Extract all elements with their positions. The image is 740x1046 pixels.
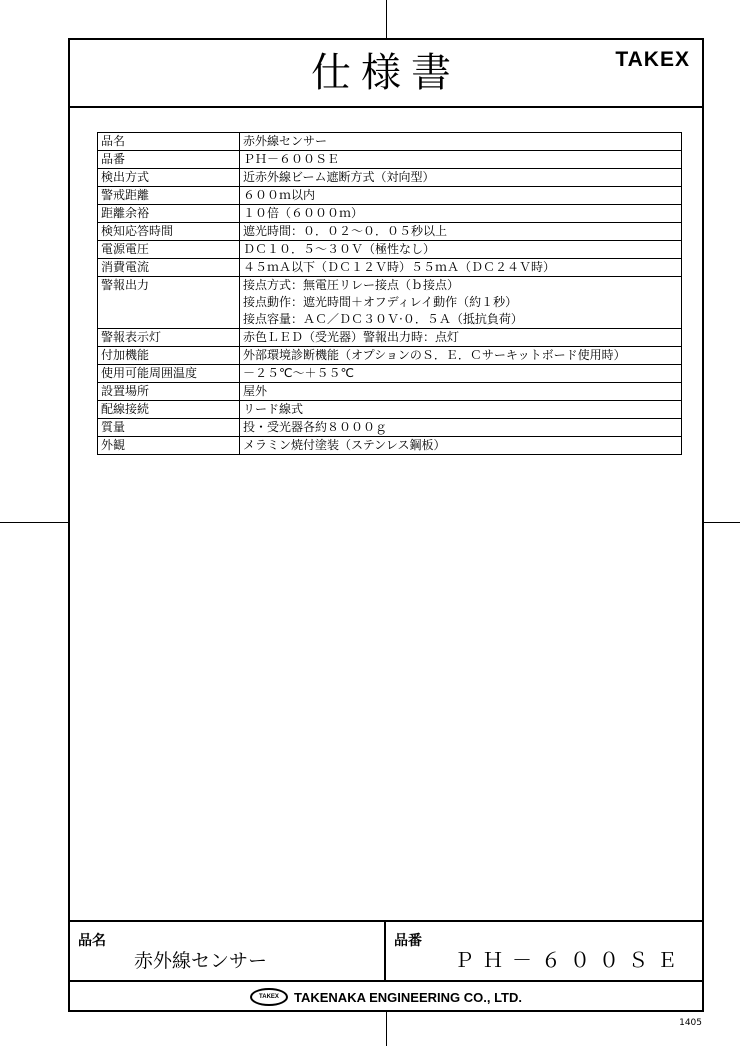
spec-label: 検知応答時間 [98,223,240,241]
spec-label: 配線接続 [98,401,240,419]
crop-mark-bottom [386,1012,387,1046]
spec-value-line: 屋外 [243,384,268,398]
spec-value-line: 赤色ＬＥＤ（受光器）警報出力時：点灯 [243,330,460,344]
spec-label: 警戒距離 [98,187,240,205]
spec-row [98,151,682,169]
spec-value-line: リード線式 [243,402,304,416]
footer-code-value: ＰＨ－６００ＳＥ [454,948,686,972]
spec-label: 使用可能周囲温度 [98,365,240,383]
spec-value [240,401,682,419]
company-name: TAKENAKA ENGINEERING CO., LTD. [294,989,522,1005]
spec-value [240,223,682,241]
spec-value-line: 遮光時間：０．０２～０．０５秒以上 [243,224,448,238]
spec-value-line: 接点容量：ＡＣ／ＤＣ３０Ｖ·０．５Ａ（抵抗負荷） [243,312,523,326]
footer-product-box [70,920,702,982]
spec-value-line: ６００ｍ以内 [243,188,316,202]
spec-value-line: メラミン焼付塗装（ステンレス鋼板） [243,438,446,452]
footer-name-cell [70,922,386,980]
spec-value [240,259,682,277]
spec-label: 設置場所 [98,383,240,401]
spec-label: 警報出力 [98,277,240,329]
spec-value [240,365,682,383]
spec-row [98,437,682,455]
crop-mark-top [386,0,387,38]
spec-value-line: 投・受光器各約８０００ｇ [243,420,388,434]
document-title: 仕様書 [311,50,461,96]
spec-label: 検出方式 [98,169,240,187]
brand-logo: TAKEX [615,48,690,71]
spec-value [240,419,682,437]
spec-value-line: －２５℃～＋５５℃ [243,366,354,380]
spec-value-line: 接点方式：無電圧リレー接点（ｂ接点） [243,278,460,292]
spec-value [240,133,682,151]
document-number: 1405 [679,1018,702,1028]
spec-row [98,419,682,437]
document-frame [68,38,704,1012]
spec-label: 質量 [98,419,240,437]
spec-value [240,241,682,259]
spec-value [240,187,682,205]
spec-value-line: 外部環境診断機能（オプションのＳ．Ｅ．Ｃサーキットボード使用時） [243,348,626,362]
spec-label: 消費電流 [98,259,240,277]
spec-value-line: 接点動作：遮光時間＋オフディレイ動作（約１秒） [243,295,518,309]
spec-value [240,383,682,401]
spec-value [240,437,682,455]
crop-mark-left [0,522,68,523]
spec-value-line: ４５ｍＡ以下（ＤＣ１２Ｖ時）５５ｍＡ（ＤＣ２４Ｖ時） [243,260,556,274]
spec-row [98,365,682,383]
company-logo: TAKEX [250,988,288,1006]
spec-value [240,329,682,347]
spec-value [240,205,682,223]
footer-name-caption: 品名 [78,933,106,949]
spec-label: 電源電圧 [98,241,240,259]
company-block [70,982,702,1012]
footer-code-caption: 品番 [394,933,422,949]
spec-row [98,169,682,187]
spec-label: 付加機能 [98,347,240,365]
spec-label: 警報表示灯 [98,329,240,347]
spec-row [98,401,682,419]
spec-value-line: ＰＨ－６００ＳＥ [243,152,340,166]
spec-row [98,187,682,205]
header [70,40,702,108]
spec-value [240,277,682,329]
spec-label: 外観 [98,437,240,455]
spec-label: 距離余裕 [98,205,240,223]
spec-value-line: 赤外線センサー [243,134,328,148]
spec-row [98,133,682,151]
spec-row [98,329,682,347]
spec-value-line: １０倍（６０００ｍ） [243,206,364,220]
spec-row [98,241,682,259]
footer-name-value: 赤外線センサー [134,950,268,972]
spec-row [98,205,682,223]
spec-value [240,151,682,169]
spec-table [97,132,682,455]
spec-value-line: ＤＣ１０．５～３０Ｖ（極性なし） [243,242,436,256]
spec-label: 品番 [98,151,240,169]
spec-row [98,347,682,365]
spec-value [240,347,682,365]
crop-mark-right [704,522,740,523]
spec-row [98,223,682,241]
spec-value-line: 近赤外線ビーム遮断方式（対向型） [243,170,435,184]
footer-code-cell [386,922,702,980]
spec-value [240,169,682,187]
spec-row [98,259,682,277]
spec-row [98,383,682,401]
spec-label: 品名 [98,133,240,151]
spec-row [98,277,682,329]
